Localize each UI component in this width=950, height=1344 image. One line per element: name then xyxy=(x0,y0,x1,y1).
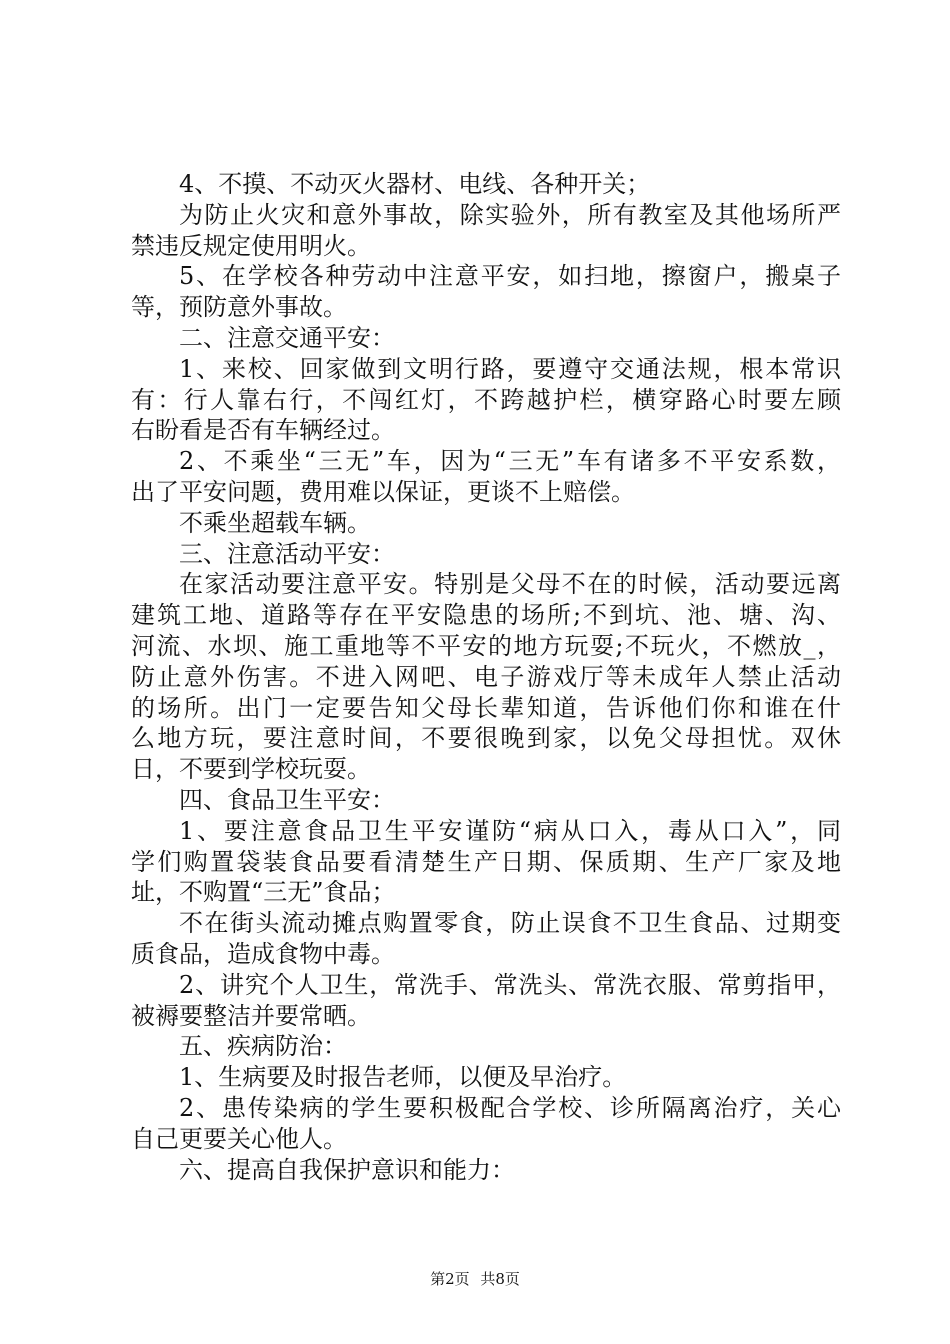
text-line: 质食品，造成食物中毒。 xyxy=(131,939,395,968)
text-line: 么地方玩，要注意时间，不要很晚到家，以免父母担忧。双休 xyxy=(131,724,841,753)
paragraph xyxy=(131,1062,841,1093)
paragraph xyxy=(131,446,841,508)
text-line: 日，不要到学校玩耍。 xyxy=(131,755,371,784)
paragraph xyxy=(131,816,841,908)
text-line: 四、食品卫生平安： xyxy=(179,785,395,814)
paragraph xyxy=(131,169,841,200)
text-line: 4、不摸、不动灭火器材、电线、各种开关； xyxy=(179,170,651,198)
text-line: 不在街头流动摊点购置零食，防止误食不卫生食品、过期变 xyxy=(179,909,841,938)
paragraph xyxy=(131,1093,841,1155)
text-line: 1、生病要及时报告老师，以便及早治疗。 xyxy=(179,1063,627,1092)
paragraph xyxy=(131,261,841,323)
text-line: 出了平安问题，费用难以保证，更谈不上赔偿。 xyxy=(131,477,635,506)
text-line: 2、讲究个人卫生，常洗手、常洗头、常洗衣服、常剪指甲， xyxy=(179,970,841,999)
paragraph xyxy=(131,970,841,1032)
text-line: 的场所。出门一定要告知父母长辈知道，告诉他们你和谁在什 xyxy=(131,693,841,722)
text-line: 自己更要关心他人。 xyxy=(131,1124,347,1153)
text-line: 5、在学校各种劳动中注意平安，如扫地，擦窗户，搬桌子 xyxy=(179,262,841,291)
paragraph xyxy=(131,354,841,446)
text-line: 在家活动要注意平安。特别是父母不在的时候，活动要远离 xyxy=(179,570,841,599)
text-line: 禁违反规定使用明火。 xyxy=(131,231,371,260)
paragraph xyxy=(131,1031,841,1062)
text-line: 有：行人靠右行，不闯红灯，不跨越护栏，横穿路心时要左顾 xyxy=(131,385,841,414)
text-line: 二、注意交通平安： xyxy=(179,323,395,352)
paragraph xyxy=(131,1155,841,1186)
text-line: 址，不购置“三无”食品； xyxy=(131,878,396,907)
text-line: 2、不乘坐“三无”车，因为“三无”车有诸多不平安系数， xyxy=(179,447,841,476)
text-line: 为防止火灾和意外事故，除实验外，所有教室及其他场所严 xyxy=(179,200,841,229)
text-line: 河流、水坝、施工重地等不平安的地方玩耍;不玩火，不燃放_， xyxy=(131,631,841,660)
page-number: 第2页 xyxy=(430,1270,470,1288)
page-total: 共8页 xyxy=(480,1270,520,1288)
text-line: 六、提高自我保护意识和能力： xyxy=(179,1155,515,1184)
text-line: 等，预防意外事故。 xyxy=(131,293,347,322)
text-line: 五、疾病防治： xyxy=(179,1032,347,1061)
paragraph xyxy=(131,908,841,970)
text-line: 建筑工地、道路等存在平安隐患的场所;不到坑、池、塘、沟、 xyxy=(131,601,841,630)
text-line: 1、来校、回家做到文明行路，要遵守交通法规，根本常识 xyxy=(179,354,841,383)
text-line: 三、注意活动平安： xyxy=(179,539,395,568)
paragraph xyxy=(131,200,841,262)
page-footer xyxy=(0,1268,950,1289)
text-line: 右盼看是否有车辆经过。 xyxy=(131,416,395,445)
paragraph xyxy=(131,569,841,785)
paragraph xyxy=(131,323,841,354)
text-line: 被褥要整洁并要常晒。 xyxy=(131,1001,371,1030)
text-line: 防止意外伤害。不进入网吧、电子游戏厅等未成年人禁止活动 xyxy=(131,662,841,691)
text-line: 不乘坐超载车辆。 xyxy=(179,508,371,537)
text-line: 2、患传染病的学生要积极配合学校、诊所隔离治疗，关心 xyxy=(179,1093,841,1122)
text-line: 1、要注意食品卫生平安谨防“病从口入，毒从口入”，同 xyxy=(179,816,841,845)
paragraph xyxy=(131,539,841,570)
text-line: 学们购置袋装食品要看清楚生产日期、保质期、生产厂家及地 xyxy=(131,847,841,876)
paragraph xyxy=(131,785,841,816)
paragraph xyxy=(131,508,841,539)
document-body xyxy=(131,169,841,1185)
